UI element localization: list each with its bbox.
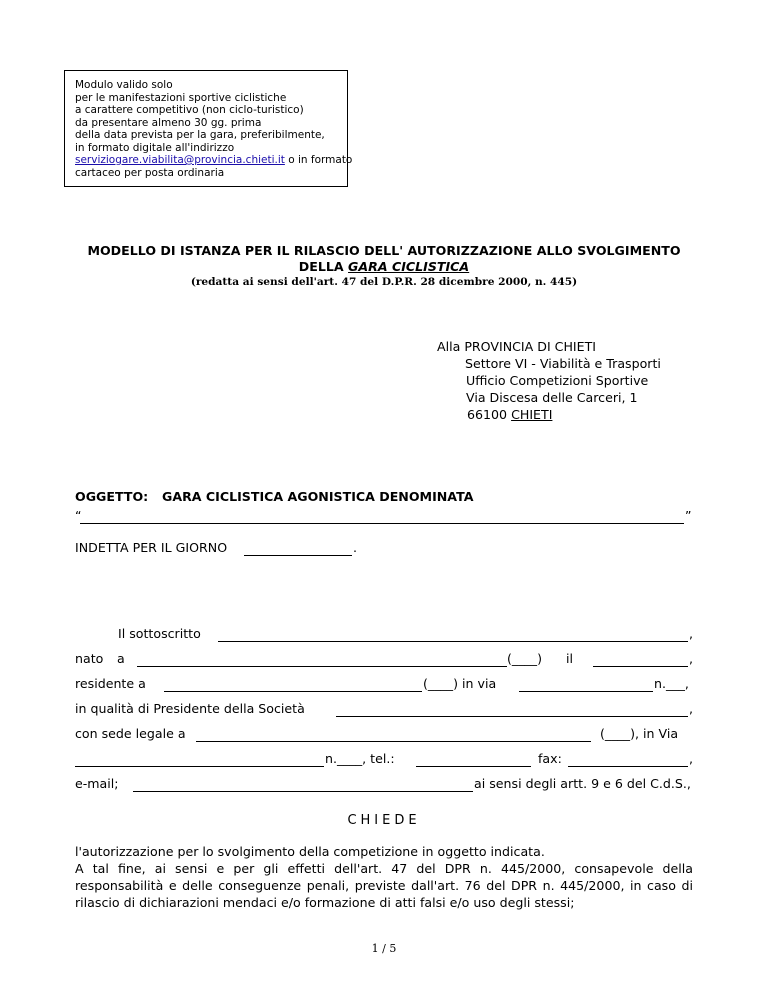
notice-line: in formato digitale all'indirizzo bbox=[75, 141, 235, 154]
body-line-1: l'autorizzazione per lo svolgimento della competizione in oggetto indicata. bbox=[75, 844, 545, 859]
email-label: e-mail; bbox=[75, 776, 119, 791]
residente-label: residente a bbox=[75, 676, 146, 691]
race-name-field[interactable] bbox=[80, 523, 684, 524]
seat-number-tel: n.____, tel.: bbox=[325, 751, 395, 766]
document-title: MODELLO DI ISTANZA PER IL RILASCIO DELL' AUTORIZZAZIONE ALLO SVOLGIMENTO bbox=[87, 243, 681, 258]
date-label: INDETTA PER IL GIORNO bbox=[75, 540, 228, 555]
chiede-heading: CHIEDE bbox=[347, 813, 421, 828]
il-label: il bbox=[566, 651, 573, 666]
qualita-label: in qualità di Presidente della Società bbox=[75, 701, 305, 716]
notice-line: a carattere competitivo (non ciclo-turistico) bbox=[75, 104, 304, 116]
body-line-2: A tal fine, ai sensi e per gli effetti dell'art. 47 del DPR n. 445/2000, consapevole della responsabilità e delle conseguenze penali, previste dall'art. 76 del DPR n. 445/2000, in caso di rilascio di dichiarazioni mendaci e/o formazione di atti falsi e/o uso degli stessi; bbox=[75, 861, 693, 910]
fax-label: fax: bbox=[538, 751, 562, 766]
address-line-2: Settore VI - Viabilità e Trasporti bbox=[465, 356, 661, 371]
subject-label: OGGETTO: bbox=[75, 489, 149, 504]
notice-line: da presentare almeno 30 gg. prima bbox=[75, 116, 262, 129]
address-line-1: Alla PROVINCIA DI CHIETI bbox=[437, 339, 597, 354]
seat-prov-via: (____), in Via bbox=[600, 726, 679, 741]
fax-field[interactable] bbox=[568, 766, 688, 767]
residence-prov-via: (____) in via bbox=[423, 676, 497, 691]
comma: , bbox=[689, 626, 694, 641]
a-label: a bbox=[117, 651, 125, 666]
residence-street-field[interactable] bbox=[519, 691, 653, 692]
notice-email-suffix: o in formato bbox=[284, 154, 353, 166]
subject-text: GARA CICLISTICA AGONISTICA DENOMINATA bbox=[162, 489, 474, 504]
birthplace-field[interactable] bbox=[137, 666, 507, 667]
comma: , bbox=[689, 751, 694, 766]
page-number: 1 / 5 bbox=[371, 942, 397, 955]
address-cap: 66100 bbox=[467, 407, 512, 422]
residence-number-field[interactable]: n.___, bbox=[654, 676, 689, 691]
date-field[interactable] bbox=[244, 555, 352, 556]
seat-street-field[interactable] bbox=[75, 766, 324, 767]
comma: , bbox=[689, 651, 694, 666]
notice-email-line bbox=[75, 154, 353, 167]
birth-prov-field[interactable]: (____) bbox=[507, 651, 543, 666]
document-subtitle: (redatta ai sensi dell'art. 47 del D.P.R. 28 dicembre 2000, n. 445) bbox=[190, 276, 578, 288]
title-emphasis: GARA CICLISTICA bbox=[348, 259, 470, 274]
document-title-line2 bbox=[0, 259, 768, 274]
email-link[interactable]: serviziogare.viabilita@provincia.chieti.it bbox=[75, 154, 285, 166]
sede-label: con sede legale a bbox=[75, 726, 186, 741]
nato-label: nato bbox=[75, 651, 104, 666]
body-paragraph bbox=[75, 843, 693, 911]
address-line-5 bbox=[467, 407, 552, 422]
notice-line: Modulo valido solo bbox=[75, 79, 173, 91]
society-field[interactable] bbox=[336, 716, 688, 717]
date-end: . bbox=[353, 540, 358, 555]
comma: , bbox=[689, 701, 694, 716]
notice-line: della data prevista per la gara, preferibilmente, bbox=[75, 129, 325, 141]
notice-box bbox=[64, 70, 353, 187]
address-line-3: Ufficio Competizioni Sportive bbox=[466, 373, 649, 388]
title-prefix: DELLA bbox=[298, 259, 349, 274]
close-quote: ” bbox=[685, 508, 692, 523]
seat-city-field[interactable] bbox=[196, 741, 591, 742]
ai-sensi-text: ai sensi degli artt. 9 e 6 del C.d.S., bbox=[474, 776, 691, 791]
phone-field[interactable] bbox=[416, 766, 531, 767]
notice-line: per le manifestazioni sportive ciclistiche bbox=[75, 91, 287, 104]
residence-field[interactable] bbox=[164, 691, 422, 692]
open-quote: “ bbox=[75, 508, 82, 523]
address-city: CHIETI bbox=[511, 407, 553, 422]
address-line-4: Via Discesa delle Carceri, 1 bbox=[466, 390, 638, 405]
sottoscritto-label: Il sottoscritto bbox=[118, 626, 201, 641]
notice-line: cartaceo per posta ordinaria bbox=[75, 166, 225, 179]
birthdate-field[interactable] bbox=[593, 666, 688, 667]
email-field[interactable] bbox=[133, 791, 473, 792]
name-field[interactable] bbox=[218, 641, 688, 642]
